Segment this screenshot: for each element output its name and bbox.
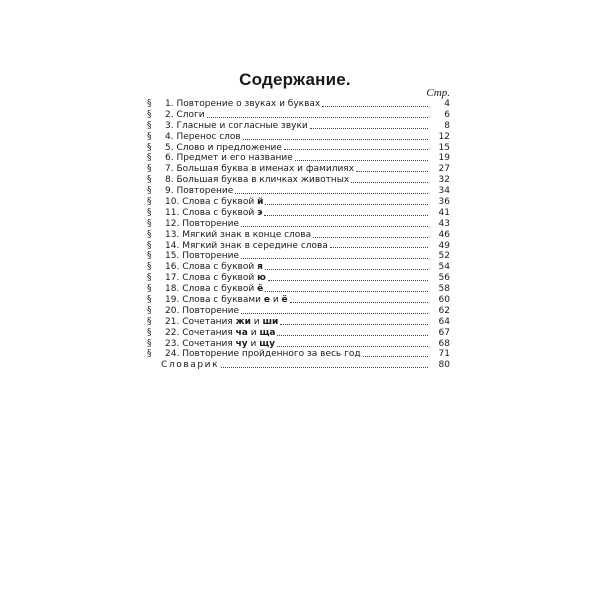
entry-text-part: и bbox=[269, 295, 282, 306]
section-sign: § bbox=[147, 284, 152, 295]
toc-entry-title bbox=[165, 306, 428, 317]
dot-leader bbox=[280, 323, 428, 325]
dot-leader bbox=[207, 116, 428, 118]
section-sign: § bbox=[147, 197, 152, 208]
section-number: 1. bbox=[165, 99, 177, 109]
dot-leader bbox=[277, 334, 428, 336]
toc-entry-title bbox=[165, 175, 428, 186]
toc-entry-text bbox=[165, 143, 283, 154]
toc-entry-title bbox=[165, 317, 428, 328]
page-title: Содержание. bbox=[239, 70, 351, 89]
dot-leader bbox=[313, 236, 428, 238]
toc-entry bbox=[147, 143, 450, 154]
entry-text-part: Слова с буквой bbox=[182, 262, 258, 273]
toc-entry bbox=[147, 197, 450, 208]
section-sign: § bbox=[147, 305, 152, 316]
section-number: 2. bbox=[165, 109, 177, 120]
toc-entry bbox=[147, 328, 450, 339]
dot-leader bbox=[284, 148, 428, 150]
highlighted-letters: жи bbox=[235, 316, 251, 327]
page-number: 41 bbox=[438, 207, 450, 218]
dot-leader bbox=[322, 105, 428, 107]
toc-entry-text bbox=[165, 164, 355, 175]
section-sign: § bbox=[147, 327, 152, 338]
section-number: 17. bbox=[165, 273, 183, 284]
section-number: 22. bbox=[165, 327, 183, 338]
section-sign: § bbox=[147, 207, 152, 218]
toc-entry-title bbox=[165, 99, 428, 110]
section-sign: § bbox=[147, 273, 152, 284]
toc-entry-text bbox=[165, 121, 309, 132]
page-number: 71 bbox=[438, 349, 450, 360]
dot-leader bbox=[277, 345, 428, 347]
toc-entry-title bbox=[165, 241, 428, 252]
toc-entry-text bbox=[165, 153, 294, 164]
toc-entry-title bbox=[165, 121, 428, 132]
toc-entry-text bbox=[165, 110, 206, 121]
highlighted-letters: й bbox=[257, 197, 264, 208]
highlighted-letters: э bbox=[257, 207, 263, 218]
toc-entry bbox=[147, 164, 450, 175]
page-number: 54 bbox=[438, 262, 450, 273]
entry-text-part: Слова с буквой bbox=[182, 273, 258, 284]
toc-entry-title bbox=[165, 164, 428, 175]
section-sign: § bbox=[147, 229, 152, 240]
toc-entry-text bbox=[165, 317, 279, 328]
page-number: 43 bbox=[438, 218, 450, 229]
highlighted-letters: ё bbox=[257, 284, 264, 295]
toc-entry-text bbox=[165, 230, 312, 241]
section-number: 18. bbox=[165, 284, 183, 295]
highlighted-letters: ща bbox=[259, 327, 276, 338]
toc-entry bbox=[147, 360, 450, 371]
entry-text-part: Слоги bbox=[176, 109, 205, 120]
toc-entry bbox=[147, 339, 450, 350]
dot-leader bbox=[295, 159, 428, 161]
toc-entry-text bbox=[165, 251, 240, 262]
highlighted-letters: ши bbox=[262, 316, 279, 327]
toc-entry-title bbox=[161, 360, 428, 371]
toc-entry bbox=[147, 175, 450, 186]
entry-text-part: Повторение bbox=[182, 305, 240, 316]
entry-text-part: Слова с буквой bbox=[182, 197, 258, 208]
page-number: 80 bbox=[438, 360, 450, 371]
section-sign: § bbox=[147, 142, 152, 153]
dot-leader bbox=[241, 312, 428, 314]
toc-entry bbox=[147, 349, 450, 360]
page-number: 32 bbox=[438, 175, 450, 186]
toc-entry-text bbox=[165, 284, 264, 295]
toc-entry-title bbox=[165, 143, 428, 154]
highlighted-letters: чу bbox=[235, 338, 248, 349]
page-number: 58 bbox=[438, 284, 450, 295]
section-number: 23. bbox=[165, 338, 183, 349]
section-sign: § bbox=[147, 295, 152, 306]
toc-entry-text bbox=[165, 208, 263, 219]
dot-leader bbox=[351, 181, 428, 183]
section-number: 19. bbox=[165, 295, 183, 306]
toc-entry-text bbox=[165, 339, 276, 350]
page-number: 60 bbox=[438, 295, 450, 306]
section-number: 5. bbox=[165, 142, 177, 153]
dot-leader bbox=[265, 268, 428, 270]
page-number: 34 bbox=[438, 186, 450, 197]
page-number: 15 bbox=[438, 142, 450, 153]
dot-leader bbox=[363, 355, 428, 357]
toc-entry bbox=[147, 273, 450, 284]
page-number: 12 bbox=[438, 131, 450, 142]
page-number: 8 bbox=[444, 120, 450, 131]
section-number: 24. bbox=[165, 349, 183, 360]
dot-leader bbox=[310, 127, 428, 129]
page-number: 68 bbox=[438, 338, 450, 349]
toc-entry-title bbox=[165, 110, 428, 121]
page-number: 46 bbox=[438, 229, 450, 240]
section-sign: § bbox=[147, 186, 152, 197]
toc-entry bbox=[147, 219, 450, 230]
toc-entry-text bbox=[165, 197, 264, 208]
section-number: 21. bbox=[165, 316, 183, 327]
toc-entry-title bbox=[165, 153, 428, 164]
entry-text-part: и bbox=[247, 327, 260, 338]
highlighted-letters: ё bbox=[281, 295, 288, 306]
entry-text-part: Слово и предложение bbox=[176, 142, 282, 153]
section-sign: § bbox=[147, 153, 152, 164]
toc-entry-text bbox=[165, 273, 267, 284]
toc-entry-title bbox=[165, 208, 428, 219]
entry-text-part: Словарик bbox=[161, 360, 220, 371]
toc-entry bbox=[147, 230, 450, 241]
entry-text-part: Повторение bbox=[176, 186, 234, 197]
section-sign: § bbox=[147, 131, 152, 142]
entry-text-part: Большая буква в кличках животных bbox=[176, 175, 350, 186]
page-number: 67 bbox=[438, 327, 450, 338]
dot-leader bbox=[241, 225, 428, 227]
section-sign: § bbox=[147, 109, 152, 120]
entry-text-part: Сочетания bbox=[182, 316, 236, 327]
toc-entry-title bbox=[165, 295, 428, 306]
page-number: 49 bbox=[438, 240, 450, 251]
section-number: 14. bbox=[165, 240, 183, 251]
table-of-contents bbox=[147, 99, 450, 371]
entry-text-part: Повторение bbox=[182, 218, 240, 229]
section-sign: § bbox=[147, 349, 152, 360]
section-sign: § bbox=[147, 240, 152, 251]
highlighted-letters: е bbox=[263, 295, 270, 306]
toc-entry-text bbox=[165, 262, 264, 273]
page-number: 4 bbox=[444, 99, 450, 109]
toc-entry-text bbox=[165, 186, 234, 197]
dot-leader bbox=[268, 279, 428, 281]
toc-entry bbox=[147, 99, 450, 110]
entry-text-part: Слова с буквами bbox=[182, 295, 264, 306]
toc-entry-title bbox=[165, 349, 428, 360]
section-number: 4. bbox=[165, 131, 177, 142]
section-number: 8. bbox=[165, 175, 177, 186]
dot-leader bbox=[265, 290, 428, 292]
dot-leader bbox=[243, 138, 428, 140]
entry-text-part: Повторение о звуках и буквах bbox=[176, 99, 321, 109]
toc-entry-title bbox=[165, 262, 428, 273]
section-number: 9. bbox=[165, 186, 177, 197]
toc-entry bbox=[147, 251, 450, 262]
entry-text-part: Сочетания bbox=[182, 338, 236, 349]
toc-entry-text bbox=[165, 219, 240, 230]
toc-entry bbox=[147, 186, 450, 197]
section-sign: § bbox=[147, 164, 152, 175]
toc-entry-text bbox=[165, 99, 321, 110]
page-number: 62 bbox=[438, 305, 450, 316]
section-number: 20. bbox=[165, 305, 183, 316]
entry-text-part: Сочетания bbox=[182, 327, 236, 338]
section-sign: § bbox=[147, 99, 152, 109]
toc-entry-title bbox=[165, 219, 428, 230]
toc-entry-text bbox=[165, 328, 276, 339]
highlighted-letters: я bbox=[257, 262, 263, 273]
entry-text-part: Большая буква в именах и фамилиях bbox=[176, 164, 355, 175]
toc-entry-title bbox=[165, 186, 428, 197]
section-number: 13. bbox=[165, 229, 183, 240]
dot-leader bbox=[241, 257, 428, 259]
section-sign: § bbox=[147, 262, 152, 273]
page-number: 19 bbox=[438, 153, 450, 164]
toc-entry-title bbox=[165, 328, 428, 339]
toc-entry-text bbox=[161, 360, 220, 371]
toc-entry-text bbox=[165, 241, 329, 252]
entry-text-part: Слова с буквой bbox=[182, 207, 258, 218]
toc-entry bbox=[147, 153, 450, 164]
dot-leader bbox=[264, 214, 428, 216]
entry-text-part: Мягкий знак в середине слова bbox=[182, 240, 328, 251]
dot-leader bbox=[356, 170, 428, 172]
highlighted-letters: ю bbox=[257, 273, 266, 284]
toc-entry bbox=[147, 284, 450, 295]
entry-text-part: Слова с буквой bbox=[182, 284, 258, 295]
toc-entry-text bbox=[165, 306, 240, 317]
page-number: 27 bbox=[438, 164, 450, 175]
highlighted-letters: щу bbox=[259, 338, 276, 349]
section-sign: § bbox=[147, 338, 152, 349]
toc-entry bbox=[147, 110, 450, 121]
toc-entry-text bbox=[165, 132, 242, 143]
toc-entry-title bbox=[165, 251, 428, 262]
entry-text-part: Гласные и согласные звуки bbox=[176, 120, 308, 131]
toc-entry bbox=[147, 241, 450, 252]
entry-text-part: Мягкий знак в конце слова bbox=[182, 229, 312, 240]
entry-text-part: и bbox=[247, 338, 260, 349]
toc-entry-title bbox=[165, 197, 428, 208]
section-sign: § bbox=[147, 316, 152, 327]
entry-text-part: и bbox=[250, 316, 263, 327]
entry-text-part: Предмет и его название bbox=[176, 153, 293, 164]
section-sign: § bbox=[147, 251, 152, 262]
dot-leader bbox=[330, 246, 428, 248]
entry-text-part: Повторение пройденного за весь год bbox=[182, 349, 361, 360]
page-column-label: Стр. bbox=[426, 87, 450, 99]
section-number: 11. bbox=[165, 207, 183, 218]
dot-leader bbox=[265, 203, 428, 205]
entry-text-part: Перенос слов bbox=[176, 131, 241, 142]
section-number: 10. bbox=[165, 197, 183, 208]
page-number: 6 bbox=[444, 109, 450, 120]
toc-entry bbox=[147, 295, 450, 306]
section-number: 12. bbox=[165, 218, 183, 229]
toc-entry bbox=[147, 262, 450, 273]
toc-entry bbox=[147, 121, 450, 132]
section-sign: § bbox=[147, 175, 152, 186]
toc-entry bbox=[147, 306, 450, 317]
page-number: 56 bbox=[438, 273, 450, 284]
toc-entry bbox=[147, 208, 450, 219]
page-number: 52 bbox=[438, 251, 450, 262]
dot-leader bbox=[235, 192, 428, 194]
toc-entry bbox=[147, 317, 450, 328]
toc-entry-title bbox=[165, 273, 428, 284]
page-number: 36 bbox=[438, 197, 450, 208]
entry-text-part: Повторение bbox=[182, 251, 240, 262]
toc-entry-text bbox=[165, 295, 289, 306]
dot-leader bbox=[290, 301, 428, 303]
toc-entry-text bbox=[165, 349, 362, 360]
section-sign: § bbox=[147, 120, 152, 131]
toc-entry bbox=[147, 132, 450, 143]
toc-entry-title bbox=[165, 284, 428, 295]
section-number: 6. bbox=[165, 153, 177, 164]
page-number: 64 bbox=[438, 316, 450, 327]
toc-entry-title bbox=[165, 230, 428, 241]
toc-entry-title bbox=[165, 132, 428, 143]
section-number: 16. bbox=[165, 262, 183, 273]
section-number: 15. bbox=[165, 251, 183, 262]
highlighted-letters: ча bbox=[235, 327, 248, 338]
toc-entry-text bbox=[165, 175, 350, 186]
dot-leader bbox=[221, 366, 428, 368]
section-number: 3. bbox=[165, 120, 177, 131]
toc-entry-title bbox=[165, 339, 428, 350]
section-sign: § bbox=[147, 218, 152, 229]
section-number: 7. bbox=[165, 164, 177, 175]
